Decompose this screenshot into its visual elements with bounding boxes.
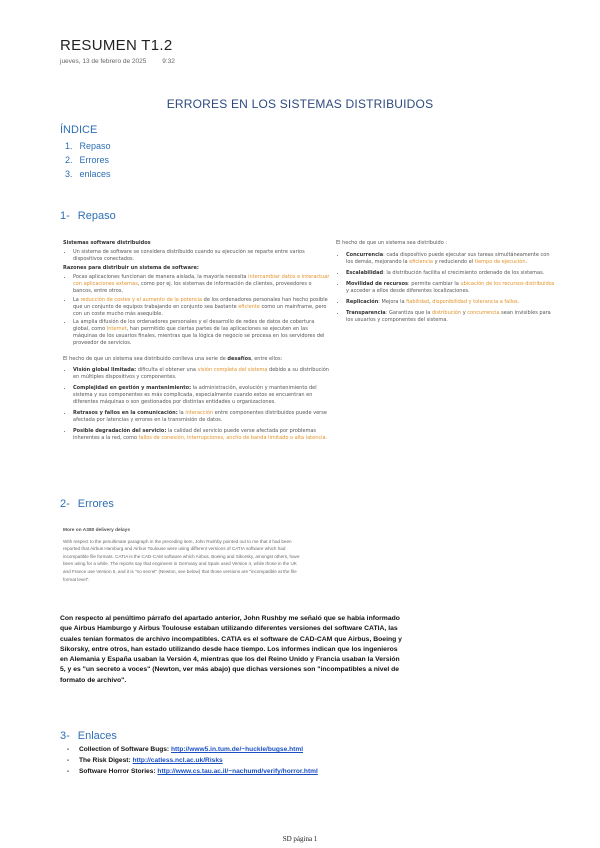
toc-item-enlaces[interactable]: 3. enlaces — [65, 169, 111, 179]
errores-paragraph: Con respecto al penúltimo párrafo del apartado anterior, John Rushby me señaló que se había informado que Airbus Hamburgo y Airbus Toulouse estaban utilizando diferentes versiones del software CATIA, las cuales tenían formatos de archivo incompatibles. CATIA es el software de CAD-CAM que Airbus, Boeing y Sikorsky, entre otros, han estado utilizando desde hace tiempo. Los informes indican que los ingenieros en Alemania y España usaban la Versión 4, mientras que los del Reino Unido y Francia usaban la Versión 5, y es "un secreto a voces" (Newton, ver más abajo) que dichas versiones son "incompatibles a nivel de formato de archivo". — [60, 615, 402, 684]
list-item: - The Risk Digest: http://catless.ncl.ac.uk/Risks — [67, 757, 223, 764]
page-footer: SD página 1 — [282, 835, 318, 843]
page-date: jueves, 13 de febrero de 2025 — [60, 58, 147, 65]
repaso-image-left: Sistemas software distribuidos • Un sistema de software se considera distribuido cuando su ejecución se reparte entre varios dispositivos conectados. Razones para distribuir un sistema de software: • Pocas aplicaciones funcionan de manera aislada, la mayoría necesita intercambiar datos e interactuar con aplicaciones externas, como por ej. los sistemas de información de clientes, proveedores o bancos, entre otros. • La reducción de costes y el aumento de la potencia de los ordenadores personales han hecho posible que un conjunto de equipos trabajando en conjunto sea bastante eficiente como un mainframe, pero con un coste mucho más asequible. • La amplia difusión de los ordenadores personales y el desarrollo de redes de datos de cobertura global, como Internet, han permitido que ciertas partes de las aplicaciones se ejecuten en las máquinas de los usuarios finales, mientras que la lógica de negocio se procesa en los servidores del proveedor de servicios. El hecho de que un sistema sea distribuido conlleva una serie de desafíos, entre ellos: • Visión global limitada: dificulta el obtener una visión completa del sistema debido a su distribución en múltiples dispositivos y componentes. • Complejidad en gestión y mantenimiento: la administración, evolución y mantenimiento del sistema y sus componentes es más complicada, especialmente cuando estos se encuentran en diferentes máquinas o son gestionados por distintas entidades u organizaciones. • Retrasos y fallos en la comunicación: la interacción entre componentes distribuidos puede verse afectada por latencias y errores en la transmisión de datos. • Posible degradación del servicio: la calidad del servicio puede verse afectada por problemas inherentes a la red, como fallos de conexión, interrupciones, ancho de banda limitado o alta latencia. — [63, 240, 331, 444]
page-title: RESUMEN T1.2 — [60, 37, 173, 54]
list-item: - Software Horror Stories: http://www.cs.tau.ac.il/~nachumd/verify/horror.html — [67, 768, 318, 775]
index-heading: ÍNDICE — [60, 124, 98, 136]
links-list — [67, 744, 318, 777]
link-risk-digest[interactable]: http://catless.ncl.ac.uk/Risks — [132, 757, 223, 764]
page-datetime — [60, 58, 189, 65]
section-heading-repaso: 1- Repaso — [60, 210, 116, 222]
link-software-bugs[interactable]: http://www5.in.tum.de/~huckle/bugse.html — [170, 746, 304, 753]
table-of-contents — [65, 139, 111, 181]
toc-item-repaso[interactable]: 1. Repaso — [65, 141, 111, 151]
airbus-article-image: More on A380 delivery delays With respect to the penultimate paragraph in the preceding item, John Rushby pointed out to me that it had been reported that Airbus Hamburg and Airbus Toulouse were using different versions of CATIA software which had incompatible file formats. CATIA is the CAD-CAM software which Airbus, Boeing and Sikorsky, amongst others, have been using for a while. The reports say that engineers in Germany and Spain used Version 4, while those in the UK and France use Version 5, and it is "no secret" (Newton, see below) that those versions are "incompatible at the file format level". — [63, 528, 300, 582]
section-heading-errores: 2- Errores — [60, 498, 114, 510]
section-heading-enlaces: 3- Enlaces — [60, 730, 117, 742]
link-horror-stories[interactable]: http://www.cs.tau.ac.il/~nachumd/verify/horror.html — [157, 768, 318, 775]
page-time: 9:32 — [162, 58, 175, 65]
repaso-image-right: El hecho de que un sistema sea distribuido : • Concurrencia: cada dispositivo puede ejecutar sus tareas simultáneamente con los demás, mejorando la eficiencia y reduciendo el tiempo de ejecución. • Escalabilidad: la distribución facilita el crecimiento ordenado de los sistemas. • Movilidad de recursos: permite cambiar la ubicación de los recursos distribuidos y acceder a ellos desde diferentes localizaciones. • Replicación: Mejora la fiabilidad, disponibilidad y tolerancia a fallos. • Transparencia: Garantiza que la distribución y concurrencia sean invisibles para los usuarios y componentes del sistema. — [336, 240, 558, 326]
document-title: ERRORES EN LOS SISTEMAS DISTRIBUIDOS — [166, 97, 434, 111]
toc-item-errores[interactable]: 2. Errores — [65, 155, 110, 165]
list-item: - Collection of Software Bugs: http://www5.in.tum.de/~huckle/bugse.html — [67, 746, 304, 753]
